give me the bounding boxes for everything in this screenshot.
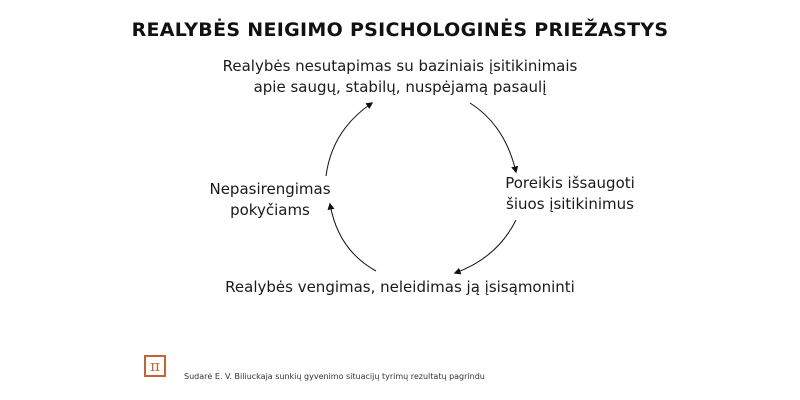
arrow-top-to-right [470, 103, 516, 172]
arrow-left-to-top [326, 103, 372, 176]
cycle-node-unpreparedness [190, 179, 350, 221]
node-text-line: apie saugų, stabilų, nuspėjamą pasaulį [253, 78, 547, 96]
diagram-title: REALYBĖS NEIGIMO PSICHOLOGINĖS PRIEŽASTYS [131, 19, 669, 41]
node-text-line: šiuos įsitikinimus [506, 195, 634, 213]
source-credit: Sudarė E. V. Biliuckaja sunkių gyvenimo situacijų tyrimų rezultatų pagrindu [184, 372, 485, 381]
cycle-node-belief-mismatch [200, 56, 600, 98]
pi-logo-icon: π [144, 355, 166, 377]
node-text-line: Realybės nesutapimas su baziniais įsitikinimais [222, 57, 578, 75]
node-text-line: Poreikis išsaugoti [505, 174, 635, 192]
node-text-line: Nepasirengimas [209, 180, 331, 198]
cycle-node-reality-avoidance [200, 277, 600, 298]
node-text-line: pokyčiams [230, 201, 310, 219]
cycle-node-need-to-preserve [480, 173, 660, 215]
node-text-line: Realybės vengimas, neleidimas ją įsisąmoninti [225, 278, 575, 296]
arrow-right-to-bottom [455, 220, 516, 273]
